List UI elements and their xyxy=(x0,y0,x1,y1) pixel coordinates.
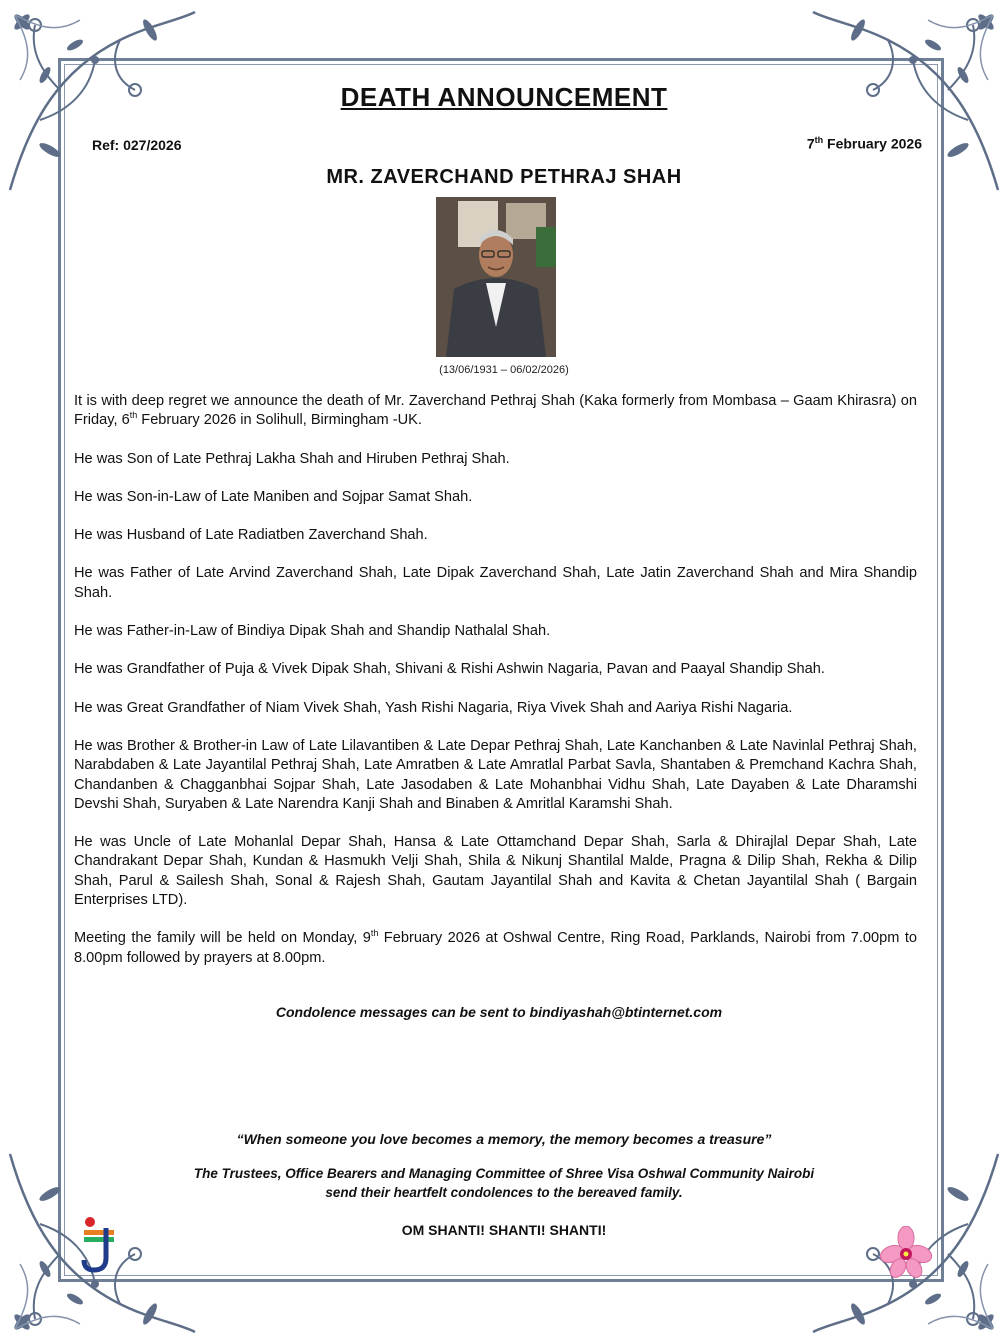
paragraph-children: He was Father of Late Arvind Zaverchand Shah, Late Dipak Zaverchand Shah, Late Jatin Zaverchand Shah and Mira Shandip Shah. xyxy=(74,565,917,601)
paragraph-meeting: Meeting the family will be held on Monday, 9th February 2026 at Oshwal Centre, Ring Road, Parklands, Nairobi from 7.00pm to 8.00pm followed by prayers at 8.00pm. xyxy=(74,928,917,966)
lifespan-dates: (13/06/1931 – 06/02/2026) xyxy=(439,364,569,376)
deceased-name: MR. ZAVERCHAND PETHRAJ SHAH xyxy=(326,166,682,188)
paragraph-nephews-nieces: He was Uncle of Late Mohanlal Depar Shah, Hansa & Late Ottamchand Depar Shah, Sarla & Dhirajlal Depar Shah, Late Chandrakant Depar Shah, Kundan & Hasmukh Velji Shah, Shila & Nikunj Shantilal Malde, Pragna & Dilip Shah, Rekha & Dilip Shah, Parul & Sailesh Shah, Sonal & Rajesh Shah, Gautam Jayantilal Shah and Kavita & Chetan Jayantilal Shah ( Bargain Enterprises LTD). xyxy=(74,834,917,909)
trustees-line-1: The Trustees, Office Bearers and Managing Committee of Shree Visa Oshwal Community Nairobi xyxy=(193,1166,815,1181)
announcement-date: 7th February 2026 xyxy=(806,135,922,152)
orchid-flower-icon xyxy=(880,1226,932,1278)
memorial-quote: “When someone you love becomes a memory, the memory becomes a treasure” xyxy=(236,1131,772,1147)
announcement-body xyxy=(74,392,917,987)
paragraph-children-in-law: He was Father-in-Law of Bindiya Dipak Shah and Shandip Nathalal Shah. xyxy=(74,623,551,640)
trustees-line-2: send their heartfelt condolences to the bereaved family. xyxy=(325,1185,683,1200)
page-title: DEATH ANNOUNCEMENT xyxy=(340,82,668,112)
trustees-condolences xyxy=(0,1164,1008,1202)
community-logo-icon xyxy=(80,1216,120,1274)
om-shanti: OM SHANTI! SHANTI! SHANTI! xyxy=(401,1222,607,1238)
paragraph-parents: He was Son of Late Pethraj Lakha Shah and Hiruben Pethraj Shah. xyxy=(74,450,510,467)
paragraph-parents-in-law: He was Son-in-Law of Late Maniben and Sojpar Samat Shah. xyxy=(74,488,473,505)
paragraph-announcement: It is with deep regret we announce the death of Mr. Zaverchand Pethraj Shah (Kaka formerly from Mombasa – Gaam Khirasra) on Friday, 6th February 2026 in Solihull, Birmingham -UK. xyxy=(74,393,917,429)
paragraph-grandchildren: He was Grandfather of Puja & Vivek Dipak Shah, Shivani & Rishi Ashwin Nagaria, Pavan and Paayal Shandip Shah. xyxy=(74,661,825,678)
reference-number: Ref: 027/2026 xyxy=(92,137,182,153)
portrait-photo xyxy=(436,197,556,357)
portrait-figure-icon xyxy=(436,197,556,357)
paragraph-great-grandchildren: He was Great Grandfather of Niam Vivek Shah, Yash Rishi Nagaria, Riya Vivek Shah and Aariya Rishi Nagaria. xyxy=(74,699,793,716)
paragraph-siblings: He was Brother & Brother-in Law of Late Lilavantiben & Late Depar Pethraj Shah, Late Kanchanben & Late Navinlal Pethraj Shah, Narabdaben & Late Jayantilal Pethraj Shah, Late Amratben & Late Amratlal Parbat Savla, Shantaben & Premchand Kachra Shah, Chandanben & Chagganbhai Sojpar Shah, Late Jasodaben & Late Mohanbhai Vidhu Shah, Late Dayaben & Late Dharamshi Devshi Shah, Suryaben & Late Narendra Kanji Shah and Binaben & Amritlal Karamshi Shah. xyxy=(74,737,917,812)
paragraph-spouse: He was Husband of Late Radiatben Zaverchand Shah. xyxy=(74,527,428,544)
condolence-message: Condolence messages can be sent to bindiyashah@btinternet.com xyxy=(275,1004,723,1020)
